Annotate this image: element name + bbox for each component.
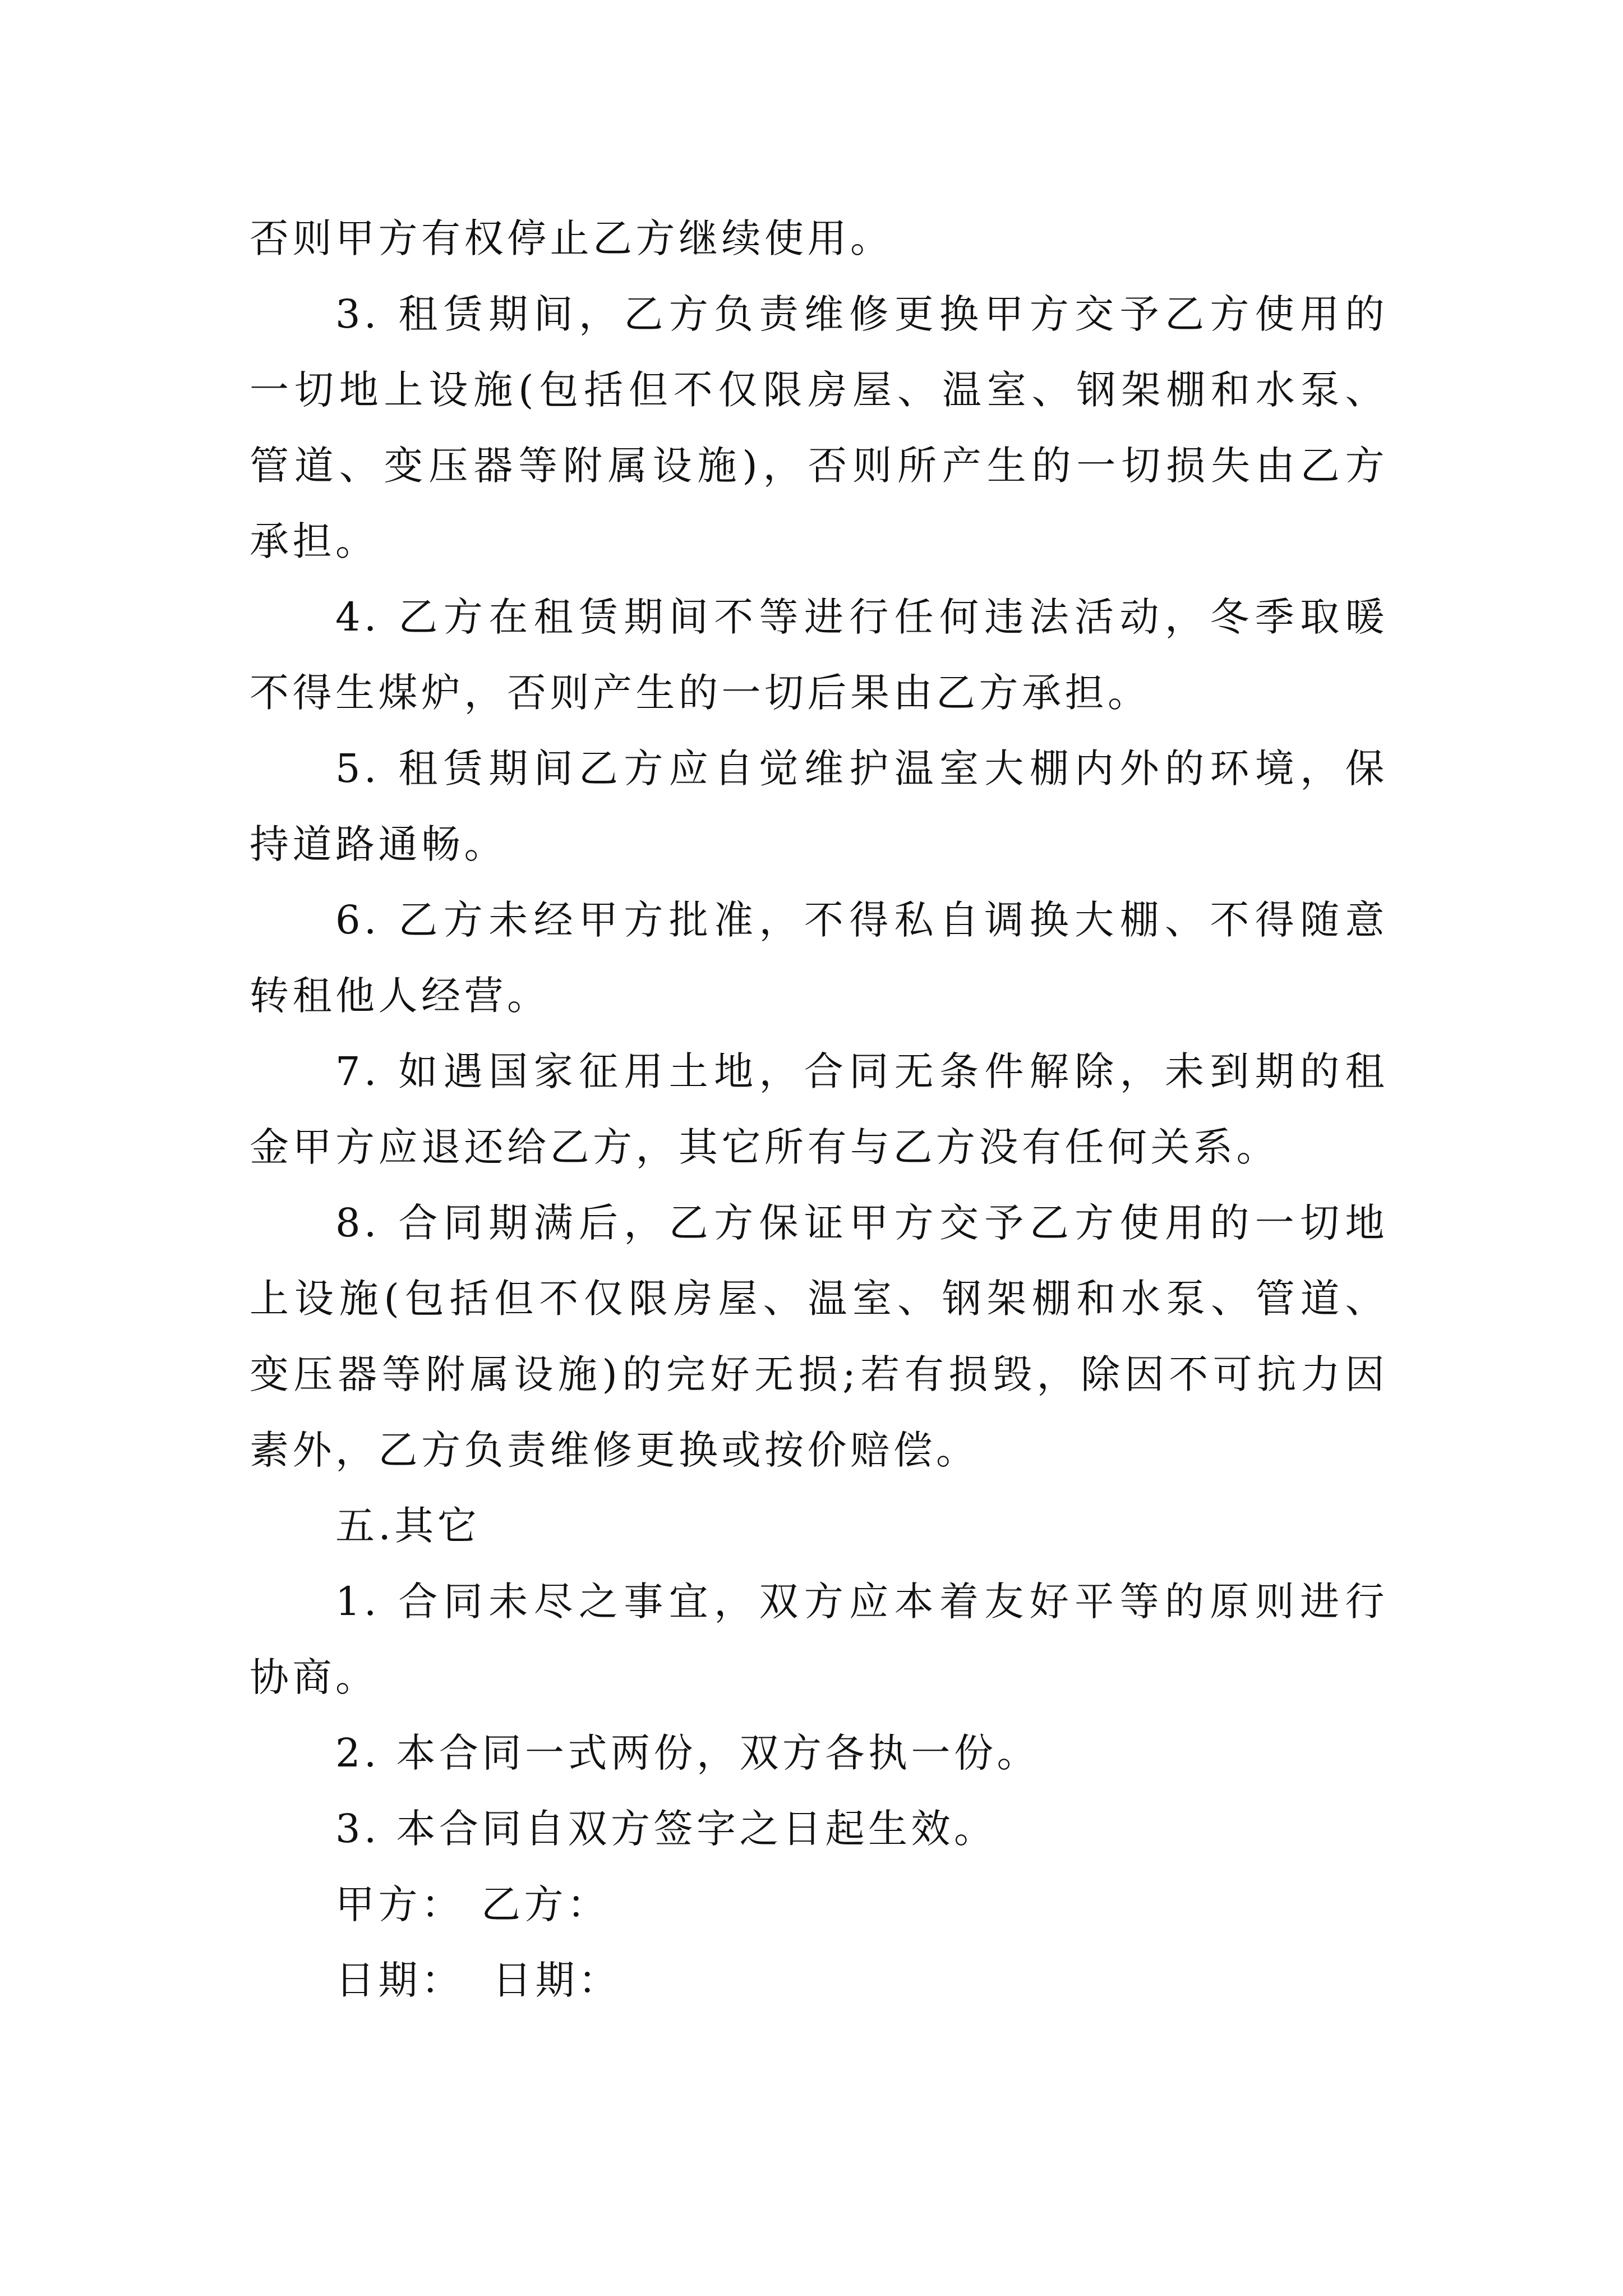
text-line: 6. 乙方未经甲方批准，不得私自调换大棚、不得随意 bbox=[335, 897, 1388, 943]
date-a-label: 日期： bbox=[335, 1957, 464, 2003]
text-line: 金甲方应退还给乙方，其它所有与乙方没有任何关系。 bbox=[250, 1124, 1279, 1170]
text-line: 承担。 bbox=[250, 518, 379, 564]
date-b-label: 日期： bbox=[492, 1957, 621, 2003]
text-line: 5. 租赁期间乙方应自觉维护温室大棚内外的环境，保 bbox=[335, 746, 1388, 792]
text-line: 转租他人经营。 bbox=[250, 973, 550, 1019]
text-line: 上设施(包括但不仅限房屋、温室、钢架棚和水泵、管道、 bbox=[250, 1276, 1388, 1322]
text-line: 不得生煤炉，否则产生的一切后果由乙方承担。 bbox=[250, 670, 1151, 716]
party-b-label: 乙方： bbox=[481, 1881, 610, 1927]
text-line: 素外，乙方负责维修更换或按价赔偿。 bbox=[250, 1427, 979, 1473]
text-line: 3. 租赁期间，乙方负责维修更换甲方交予乙方使用的 bbox=[335, 291, 1388, 337]
text-line: 1. 合同未尽之事宜，双方应本着友好平等的原则进行 bbox=[335, 1579, 1388, 1625]
text-line: 7. 如遇国家征用土地，合同无条件解除，未到期的租 bbox=[335, 1048, 1388, 1094]
text-line: 8. 合同期满后，乙方保证甲方交予乙方使用的一切地 bbox=[335, 1200, 1388, 1246]
text-line: 一切地上设施(包括但不仅限房屋、温室、钢架棚和水泵、 bbox=[250, 367, 1388, 413]
text-line: 管道、变压器等附属设施)，否则所产生的一切损失由乙方 bbox=[250, 443, 1388, 489]
text-line: 3. 本合同自双方签字之日起生效。 bbox=[335, 1806, 997, 1852]
text-line: 否则甲方有权停止乙方继续使用。 bbox=[250, 215, 893, 261]
text-line: 持道路通畅。 bbox=[250, 821, 507, 867]
text-line: 4. 乙方在租赁期间不等进行任何违法活动，冬季取暖 bbox=[335, 594, 1388, 640]
section-heading: 五.其它 bbox=[335, 1503, 481, 1549]
text-line: 变压器等附属设施)的完好无损;若有损毁，除因不可抗力因 bbox=[250, 1351, 1388, 1397]
text-line: 2. 本合同一式两份，双方各执一份。 bbox=[335, 1730, 1040, 1776]
party-a-label: 甲方： bbox=[335, 1881, 464, 1927]
text-line: 协商。 bbox=[250, 1654, 379, 1700]
